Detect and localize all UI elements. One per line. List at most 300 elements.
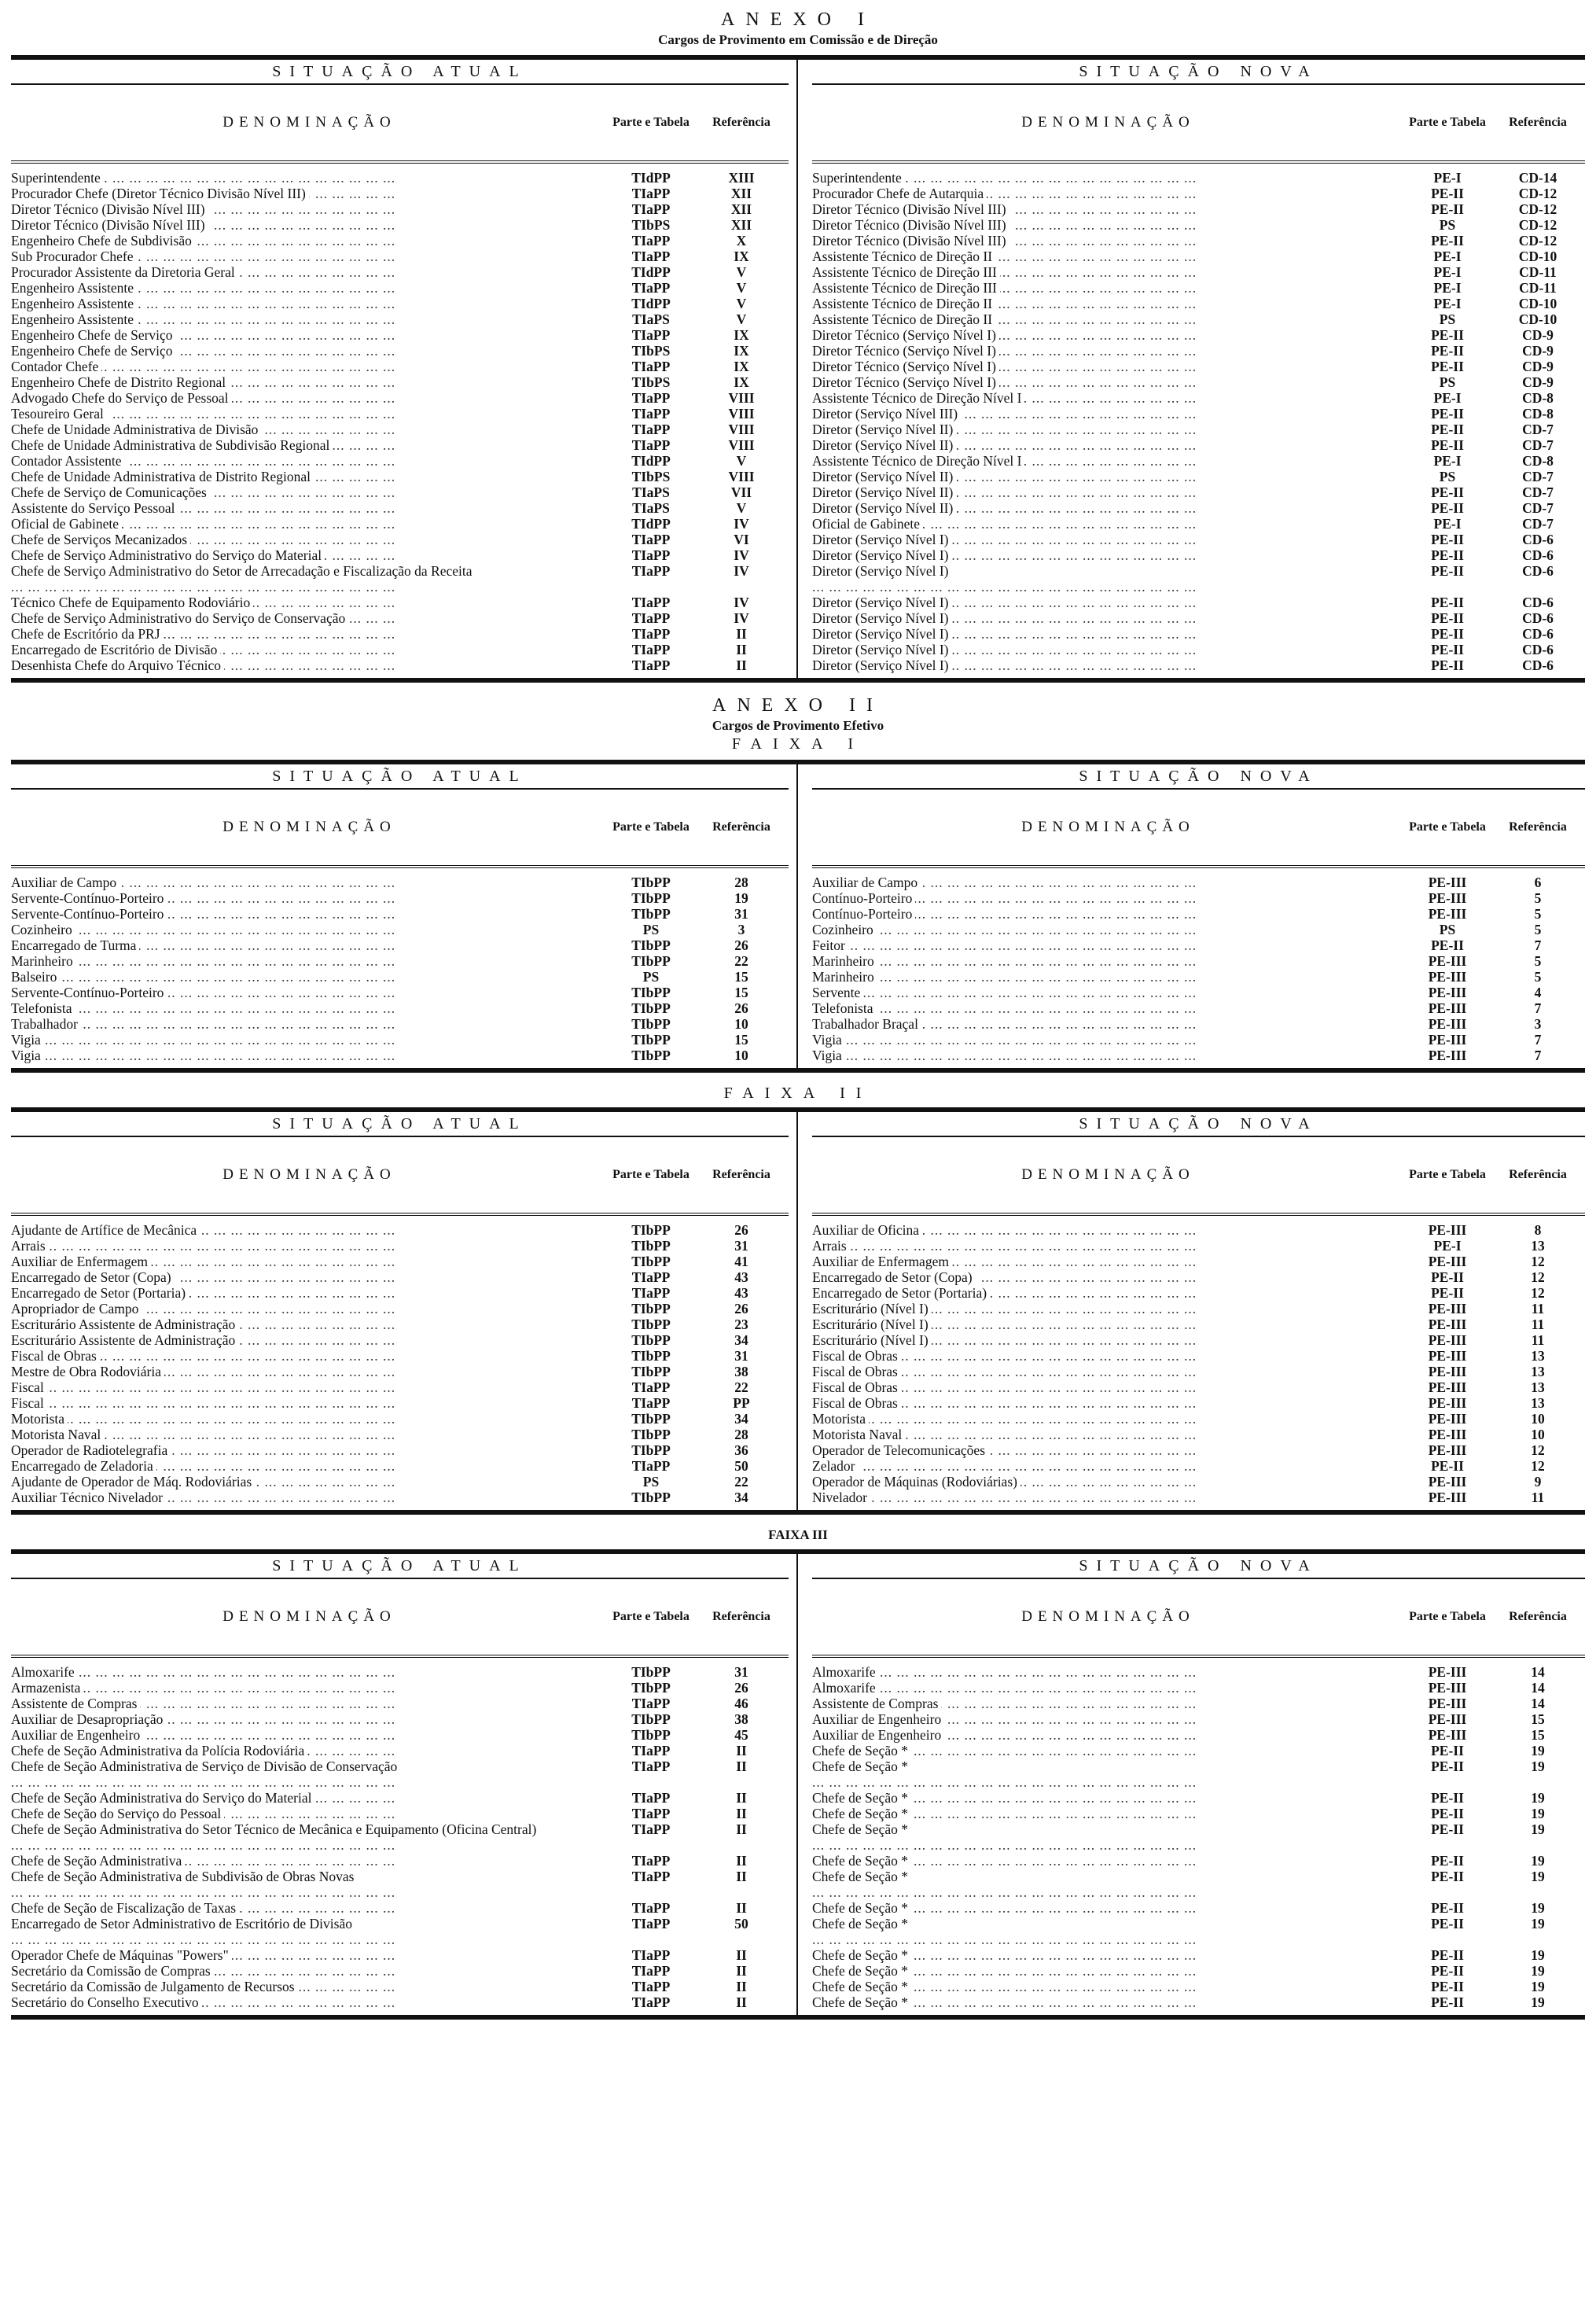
cell-denominacao-text: Telefonista: [11, 1000, 75, 1016]
cell-parte-tabela: TIaPP: [631, 642, 671, 657]
column-headers: [11, 790, 789, 868]
cell-referencia: 11: [1531, 1490, 1545, 1505]
table-row: [11, 1916, 789, 1947]
header-referencia: Referência: [712, 1168, 770, 1181]
cell-referencia: CD-7: [1522, 516, 1554, 532]
cell-parte-tabela: PE-III: [1428, 1696, 1467, 1711]
cell-denominacao-text: Auxiliar Técnico Nivelador: [11, 1490, 166, 1505]
table-row: [11, 937, 789, 953]
cell-referencia: 23: [734, 1317, 748, 1332]
cell-denominacao-text: Chefe de Seção *: [812, 1821, 911, 1837]
table-row: [812, 406, 1585, 422]
cell-denominacao: [11, 1490, 608, 1505]
cell-denominacao: [812, 1411, 1404, 1427]
cell-denominacao: [812, 1916, 1404, 1947]
table-rows: [11, 1658, 789, 2015]
cell-referencia: V: [736, 500, 747, 516]
cell-denominacao: [11, 1032, 608, 1048]
cell-referencia: 3: [737, 922, 745, 937]
cell-referencia: 14: [1531, 1664, 1545, 1680]
table-row: [11, 1821, 789, 1853]
table-rows: [11, 164, 789, 678]
cell-denominacao-text: Assistente Técnico de Direção II: [812, 249, 995, 264]
cell-referencia: CD-9: [1522, 359, 1554, 374]
faixa-1-title: FAIXA I: [731, 735, 865, 753]
cell-referencia: CD-6: [1522, 547, 1554, 563]
cell-denominacao: [11, 1016, 608, 1032]
cell-referencia: II: [736, 1869, 747, 1884]
cell-parte-tabela: TIaPP: [631, 1379, 671, 1395]
cell-parte-tabela: PE-II: [1431, 1963, 1464, 1979]
cell-denominacao: [11, 937, 608, 953]
cell-parte-tabela: TIbPS: [631, 217, 671, 233]
table-row: [11, 516, 789, 532]
header-referencia: Referência: [1509, 1168, 1567, 1181]
cell-referencia: 7: [1534, 1032, 1542, 1048]
table-row: [812, 563, 1585, 595]
cell-parte-tabela: PE-II: [1431, 484, 1464, 500]
table-row: [812, 1664, 1585, 1680]
cell-referencia: 46: [734, 1696, 748, 1711]
cell-denominacao: [11, 1963, 608, 1979]
cell-denominacao-text: Assistente do Serviço Pessoal: [11, 500, 178, 516]
cell-referencia: IV: [734, 516, 749, 532]
cell-denominacao-text: Diretor (Serviço Nível III): [812, 406, 961, 422]
table-row: [11, 249, 789, 264]
cell-denominacao: [11, 1348, 608, 1364]
cell-parte-tabela: TIaPP: [631, 1743, 671, 1758]
cell-denominacao: [11, 1696, 608, 1711]
cell-referencia: V: [736, 311, 747, 327]
table-row: [812, 1238, 1585, 1254]
table-row: [11, 1364, 789, 1379]
cell-denominacao: [11, 532, 608, 547]
cell-denominacao: [812, 532, 1404, 547]
cell-parte-tabela: PE-II: [1431, 1853, 1464, 1869]
table-row: [812, 516, 1585, 532]
table-row: [11, 1442, 789, 1458]
table-row: [812, 1963, 1585, 1979]
bottom-rule: [11, 1510, 1585, 1515]
table-row: [812, 1032, 1585, 1048]
cell-denominacao: [11, 1994, 608, 2010]
cell-referencia: 38: [734, 1711, 748, 1727]
table-row: [812, 1994, 1585, 2010]
table-row: [812, 626, 1585, 642]
cell-denominacao-text: Auxiliar de Campo: [812, 875, 921, 890]
cell-denominacao-text: Procurador Chefe (Diretor Técnico Divisão Nível III): [11, 186, 309, 201]
situacao-nova-column: [798, 764, 1585, 1068]
cell-denominacao-text: Arrais: [11, 1238, 49, 1254]
cell-parte-tabela: PE-III: [1428, 1048, 1467, 1063]
cell-referencia: CD-12: [1518, 186, 1557, 201]
cell-denominacao: [11, 1916, 608, 1947]
cell-denominacao: [11, 264, 608, 280]
cell-denominacao-text: Fiscal: [11, 1395, 47, 1411]
table-row: [11, 1900, 789, 1916]
table-row: [11, 1379, 789, 1395]
table-row: [812, 1979, 1585, 1994]
cell-denominacao: [11, 1458, 608, 1474]
table-row: [812, 547, 1585, 563]
cell-referencia: 5: [1534, 953, 1542, 969]
cell-referencia: 5: [1534, 906, 1542, 922]
cell-denominacao-text: Assistente Técnico de Direção II: [812, 311, 995, 327]
cell-referencia: VIII: [728, 422, 755, 437]
cell-referencia: 12: [1531, 1458, 1545, 1474]
table-row: [11, 595, 789, 610]
cell-denominacao-text: Chefe de Serviço de Comunicações: [11, 484, 210, 500]
cell-denominacao-text: Nivelador: [812, 1490, 870, 1505]
table-row: [812, 1395, 1585, 1411]
cell-denominacao: [812, 296, 1404, 311]
cell-denominacao-text: Diretor (Serviço Nível I): [812, 657, 951, 673]
table-row: [11, 343, 789, 359]
column-headers: [11, 85, 789, 164]
cell-referencia: CD-6: [1522, 657, 1554, 673]
header-parte-tabela: Parte e Tabela: [612, 1610, 690, 1623]
cell-denominacao-text: Contador Assistente: [11, 453, 124, 469]
cell-denominacao-text: Chefe de Seção Administrativa do Setor Técnico de Mecânica e Equipamento (Oficina Central): [11, 1821, 539, 1837]
cell-parte-tabela: TIbPP: [631, 1727, 671, 1743]
header-denominacao: DENOMINAÇÃO: [222, 819, 396, 835]
cell-denominacao-text: Servente-Contínuo-Porteiro: [11, 890, 167, 906]
cell-denominacao-text: Trabalhador Braçal: [812, 1016, 921, 1032]
cell-referencia: 12: [1531, 1285, 1545, 1301]
cell-parte-tabela: PE-I: [1433, 170, 1462, 186]
column-headers: [11, 1137, 789, 1216]
cell-parte-tabela: PS: [1439, 922, 1456, 937]
table-row: [11, 280, 789, 296]
cell-parte-tabela: TIaPP: [631, 595, 671, 610]
cell-referencia: 26: [734, 937, 748, 953]
cell-parte-tabela: PE-III: [1428, 1490, 1467, 1505]
cell-denominacao-text: Operador Chefe de Máquinas "Powers": [11, 1947, 232, 1963]
table-row: [11, 1348, 789, 1364]
cell-parte-tabela: PE-III: [1428, 1395, 1467, 1411]
table-row: [11, 1711, 789, 1727]
cell-denominacao-text: Chefe de Seção *: [812, 1900, 911, 1916]
table-row: [11, 186, 789, 201]
cell-denominacao-text: Secretário da Comissão de Julgamento de Recursos: [11, 1979, 298, 1994]
situacao-nova-column: [798, 60, 1585, 678]
cell-denominacao: [11, 1222, 608, 1238]
cell-referencia: II: [736, 626, 747, 642]
cell-denominacao-text: Almoxarife: [812, 1664, 879, 1680]
cell-referencia: 19: [1531, 1900, 1545, 1916]
cell-parte-tabela: PE-III: [1428, 1711, 1467, 1727]
cell-denominacao: [812, 547, 1404, 563]
table-row: [812, 1680, 1585, 1696]
cell-denominacao-text: Diretor Técnico (Divisão Nível III): [11, 217, 208, 233]
cell-denominacao-text: Telefonista: [812, 1000, 877, 1016]
cell-parte-tabela: TIaPP: [631, 1269, 671, 1285]
cell-parte-tabela: PE-III: [1428, 906, 1467, 922]
cell-parte-tabela: TIaPP: [631, 1696, 671, 1711]
table-row: [812, 532, 1585, 547]
cell-denominacao: [11, 1664, 608, 1680]
cell-referencia: II: [736, 657, 747, 673]
header-denominacao: DENOMINAÇÃO: [1021, 1608, 1195, 1625]
cell-denominacao-text: Secretário do Conselho Executivo: [11, 1994, 202, 2010]
cell-parte-tabela: PE-II: [1431, 1916, 1464, 1932]
cell-referencia: 19: [1531, 1916, 1545, 1932]
cell-denominacao-text: Cozinheiro: [11, 922, 75, 937]
table-row: [812, 1458, 1585, 1474]
cell-denominacao: [11, 969, 608, 985]
cell-parte-tabela: TIaPP: [631, 1979, 671, 1994]
cell-parte-tabela: TIaPP: [631, 1758, 671, 1774]
cell-parte-tabela: TIbPP: [631, 875, 671, 890]
cell-denominacao-text: Chefe de Seção *: [812, 1806, 911, 1821]
cell-referencia: 10: [734, 1016, 748, 1032]
cell-denominacao-text: Marinheiro: [812, 969, 877, 985]
cell-denominacao: [11, 1411, 608, 1427]
cell-denominacao-text: Encarregado de Turma: [11, 937, 139, 953]
cell-denominacao: [11, 1442, 608, 1458]
cell-denominacao-text: Almoxarife: [11, 1664, 78, 1680]
cell-parte-tabela: PE-II: [1431, 186, 1464, 201]
cell-referencia: CD-11: [1519, 264, 1557, 280]
table-row: [812, 1348, 1585, 1364]
table-row: [812, 610, 1585, 626]
faixa-3-title: FAIXA III: [768, 1527, 828, 1542]
table-row: [11, 642, 789, 657]
cell-denominacao: [11, 1711, 608, 1727]
table-row: [812, 484, 1585, 500]
cell-referencia: VIII: [728, 406, 755, 422]
cell-referencia: II: [736, 1853, 747, 1869]
cell-parte-tabela: TIdPP: [631, 170, 671, 186]
cell-referencia: CD-6: [1522, 595, 1554, 610]
cell-parte-tabela: TIdPP: [631, 296, 671, 311]
cell-denominacao-text: Chefe de Seção *: [812, 1853, 911, 1869]
header-parte-tabela: Parte e Tabela: [612, 1168, 690, 1181]
cell-denominacao: [11, 1743, 608, 1758]
cell-denominacao-text: Tesoureiro Geral: [11, 406, 107, 422]
cell-denominacao: [11, 1869, 608, 1900]
column-headers: [812, 85, 1585, 164]
table-row: [11, 1000, 789, 1016]
table-row: [812, 1411, 1585, 1427]
cell-parte-tabela: TIaPP: [631, 327, 671, 343]
header-parte-tabela: Parte e Tabela: [1409, 1610, 1486, 1623]
cell-denominacao-text: Chefe de Seção Administrativa: [11, 1853, 185, 1869]
cell-referencia: 19: [1531, 1806, 1545, 1821]
cell-denominacao: [812, 1332, 1404, 1348]
cell-denominacao-text: Balseiro: [11, 969, 60, 985]
cell-denominacao-text: Chefe de Seção *: [812, 1947, 911, 1963]
cell-denominacao: [11, 595, 608, 610]
table-row: [11, 390, 789, 406]
cell-denominacao-text: Marinheiro: [11, 953, 76, 969]
cell-denominacao: [812, 953, 1404, 969]
cell-denominacao-text: Diretor (Serviço Nível II): [812, 500, 956, 516]
cell-parte-tabela: PE-II: [1431, 1743, 1464, 1758]
cell-referencia: CD-6: [1522, 610, 1554, 626]
cell-referencia: 50: [734, 1916, 748, 1932]
cell-parte-tabela: TIaPP: [631, 1853, 671, 1869]
cell-referencia: CD-6: [1522, 626, 1554, 642]
cell-denominacao-text: Encarregado de Setor (Portaria): [11, 1285, 189, 1301]
cell-denominacao: [812, 249, 1404, 264]
cell-denominacao: [812, 343, 1404, 359]
table-row: [812, 922, 1585, 937]
cell-denominacao: [11, 327, 608, 343]
cell-denominacao: [11, 610, 608, 626]
cell-denominacao-text: Engenheiro Assistente: [11, 280, 137, 296]
table-halves: [11, 1554, 1585, 2015]
table-row: [812, 1301, 1585, 1317]
cell-referencia: 13: [1531, 1379, 1545, 1395]
cell-referencia: II: [736, 642, 747, 657]
table-row: [812, 890, 1585, 906]
table-row: [812, 1222, 1585, 1238]
cell-parte-tabela: PE-III: [1428, 1379, 1467, 1395]
cell-parte-tabela: TIaPP: [631, 406, 671, 422]
cell-denominacao-text: Diretor (Serviço Nível II): [812, 484, 956, 500]
cell-parte-tabela: TIaPS: [632, 500, 670, 516]
header-parte-tabela: Parte e Tabela: [612, 820, 690, 834]
cell-denominacao-text: Chefe de Seção do Serviço do Pessoal: [11, 1806, 224, 1821]
cell-parte-tabela: PE-III: [1428, 1301, 1467, 1317]
cell-denominacao-text: Chefe de Seção *: [812, 1994, 911, 2010]
table-row: [11, 1016, 789, 1032]
table-row: [11, 563, 789, 595]
cell-referencia: 11: [1531, 1317, 1545, 1332]
table-row: [11, 547, 789, 563]
table-row: [812, 1743, 1585, 1758]
cell-referencia: CD-10: [1518, 296, 1557, 311]
cell-parte-tabela: PE-III: [1428, 985, 1467, 1000]
table-row: [812, 1254, 1585, 1269]
situacao-nova-column: [798, 1112, 1585, 1510]
table-row: [812, 1758, 1585, 1790]
cell-denominacao: [11, 311, 608, 327]
cell-referencia: CD-6: [1522, 563, 1554, 579]
cell-parte-tabela: PE-II: [1431, 547, 1464, 563]
cell-referencia: II: [736, 1947, 747, 1963]
cell-referencia: 22: [734, 1474, 748, 1490]
cell-denominacao: [812, 610, 1404, 626]
header-denominacao: DENOMINAÇÃO: [222, 1166, 396, 1183]
cell-parte-tabela: PE-II: [1431, 1979, 1464, 1994]
table-row: [812, 296, 1585, 311]
cell-denominacao-text: Operador de Radiotelegrafia: [11, 1442, 171, 1458]
cell-referencia: IV: [734, 547, 749, 563]
table-row: [11, 1048, 789, 1063]
cell-denominacao-text: Diretor (Serviço Nível II): [812, 437, 956, 453]
cell-referencia: II: [736, 1806, 747, 1821]
cell-denominacao: [812, 469, 1404, 484]
cell-denominacao: [11, 642, 608, 657]
cell-denominacao-text: Diretor (Serviço Nível I): [812, 595, 951, 610]
cell-parte-tabela: TIaPP: [631, 563, 671, 579]
cell-referencia: XII: [730, 201, 752, 217]
table-row: [812, 1269, 1585, 1285]
table-row: [11, 406, 789, 422]
table-row: [11, 500, 789, 516]
cell-parte-tabela: TIbPP: [631, 1490, 671, 1505]
cell-denominacao: [11, 170, 608, 186]
cell-denominacao-text: Diretor Técnico (Divisão Nível III): [812, 233, 1009, 249]
cell-parte-tabela: TIbPP: [631, 1332, 671, 1348]
cell-denominacao: [812, 1238, 1404, 1254]
cell-denominacao: [812, 1048, 1404, 1063]
cell-parte-tabela: TIaPP: [631, 1963, 671, 1979]
table-rows: [812, 1658, 1585, 2015]
cell-referencia: CD-8: [1522, 390, 1554, 406]
cell-parte-tabela: TIaPP: [631, 1790, 671, 1806]
cell-denominacao-text: Diretor Técnico (Divisão Nível III): [812, 201, 1009, 217]
situacao-nova-title: SITUAÇÃO NOVA: [1079, 63, 1318, 80]
cell-referencia: XII: [730, 186, 752, 201]
header-parte-tabela: Parte e Tabela: [1409, 116, 1486, 129]
cell-denominacao-text: Encarregado de Setor Administrativo de Escritório de Divisão: [11, 1916, 355, 1932]
cell-denominacao: [11, 453, 608, 469]
table-row: [11, 875, 789, 890]
situacao-atual-column: [11, 1554, 798, 2015]
cell-parte-tabela: PS: [642, 922, 660, 937]
table-row: [812, 327, 1585, 343]
cell-referencia: 19: [1531, 1743, 1545, 1758]
cell-referencia: 19: [1531, 1853, 1545, 1869]
cell-parte-tabela: TIbPP: [631, 1442, 671, 1458]
cell-parte-tabela: PS: [642, 969, 660, 985]
cell-parte-tabela: PE-III: [1428, 1222, 1467, 1238]
anexo-1-title: ANEXO I: [721, 9, 875, 30]
cell-parte-tabela: PE-II: [1431, 1285, 1464, 1301]
cell-denominacao: [812, 374, 1404, 390]
cell-parte-tabela: TIbPP: [631, 906, 671, 922]
cell-denominacao: [11, 1238, 608, 1254]
header-parte-tabela: Parte e Tabela: [1409, 820, 1486, 834]
cell-denominacao: [812, 1000, 1404, 1016]
cell-denominacao-text: Zelador: [812, 1458, 858, 1474]
table-row: [11, 1474, 789, 1490]
cell-denominacao: [812, 1269, 1404, 1285]
cell-denominacao: [11, 1269, 608, 1285]
cell-denominacao-text: Diretor (Serviço Nível I): [812, 610, 951, 626]
cell-denominacao-text: Motorista: [812, 1411, 869, 1427]
table-row: [812, 1853, 1585, 1869]
cell-denominacao-text: Escriturário (Nível I): [812, 1317, 932, 1332]
cell-denominacao: [11, 985, 608, 1000]
cell-denominacao: [11, 1821, 608, 1853]
cell-referencia: 4: [1534, 985, 1542, 1000]
cell-denominacao-text: Diretor (Serviço Nível II): [812, 422, 956, 437]
cell-parte-tabela: TIaPP: [631, 1869, 671, 1884]
cell-parte-tabela: TIaPS: [632, 311, 670, 327]
cell-denominacao-text: Advogado Chefe do Serviço de Pessoal: [11, 390, 232, 406]
table-row: [812, 937, 1585, 953]
table-rows: [11, 868, 789, 1068]
cell-parte-tabela: PE-II: [1431, 1869, 1464, 1884]
cell-referencia: V: [736, 453, 747, 469]
cell-denominacao: [812, 1790, 1404, 1806]
table-row: [812, 1727, 1585, 1743]
cell-referencia: 45: [734, 1727, 748, 1743]
cell-referencia: II: [736, 1963, 747, 1979]
cell-denominacao: [812, 1395, 1404, 1411]
cell-denominacao-text: Chefe de Seção *: [812, 1869, 911, 1884]
cell-denominacao: [812, 1853, 1404, 1869]
cell-denominacao: [812, 1963, 1404, 1979]
cell-denominacao-text: Cozinheiro: [812, 922, 877, 937]
cell-denominacao-text: Oficial de Gabinete: [812, 516, 923, 532]
cell-denominacao-text: Engenheiro Chefe de Subdivisão: [11, 233, 195, 249]
anexo-1-subtitle: Cargos de Provimento em Comissão e de Direção: [658, 32, 938, 47]
